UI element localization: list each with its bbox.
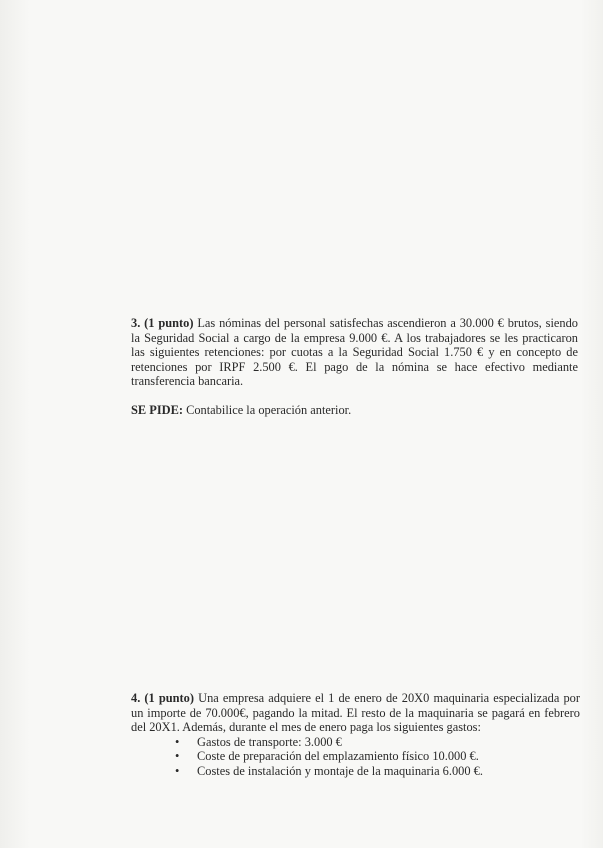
list-item-text: Costes de instalación y montaje de la maquinaria 6.000 €. <box>197 763 483 778</box>
question-4-text: Una empresa adquiere el 1 de enero de 20X0 maquinaria especializada por un importe de 70.000€, pagando la mitad. El resto de la maquinaria se pagará en febrero del 20X1. Además, durante el mes de enero paga los siguientes gastos: <box>131 691 580 735</box>
list-item <box>175 749 580 764</box>
bullet-icon: • <box>175 734 180 749</box>
list-item-text: Coste de preparación del emplazamiento físico 10.000 €. <box>197 749 479 764</box>
question-3-se-pide <box>131 403 578 418</box>
list-item <box>175 764 580 779</box>
list-item <box>175 735 580 750</box>
list-item-text: Gastos de transporte: 3.000 € <box>197 734 342 749</box>
bullet-icon: • <box>175 749 180 764</box>
question-3-text: Las nóminas del personal satisfechas ascendieron a 30.000 € brutos, siendo la Seguridad Social a cargo de la empresa 9.000 €. A los trabajadores se les practicaron las siguientes retenciones: por cuotas a la Seguridad Social 1.750 € y en concepto de retenciones por IRPF 2.500 €. El pago de la nómina se hace efectivo mediante transferencia bancaria. <box>131 316 578 389</box>
question-3 <box>131 316 578 418</box>
question-3-number: 3. (1 punto) <box>131 316 194 330</box>
se-pide-text: Contabilice la operación anterior. <box>182 402 352 417</box>
question-4 <box>131 691 580 779</box>
expense-list <box>131 735 580 779</box>
question-4-body <box>131 691 580 735</box>
question-3-body <box>131 316 578 389</box>
question-4-number: 4. (1 punto) <box>131 691 194 705</box>
bullet-icon: • <box>175 763 180 778</box>
se-pide-label: SE PIDE: <box>131 402 183 417</box>
